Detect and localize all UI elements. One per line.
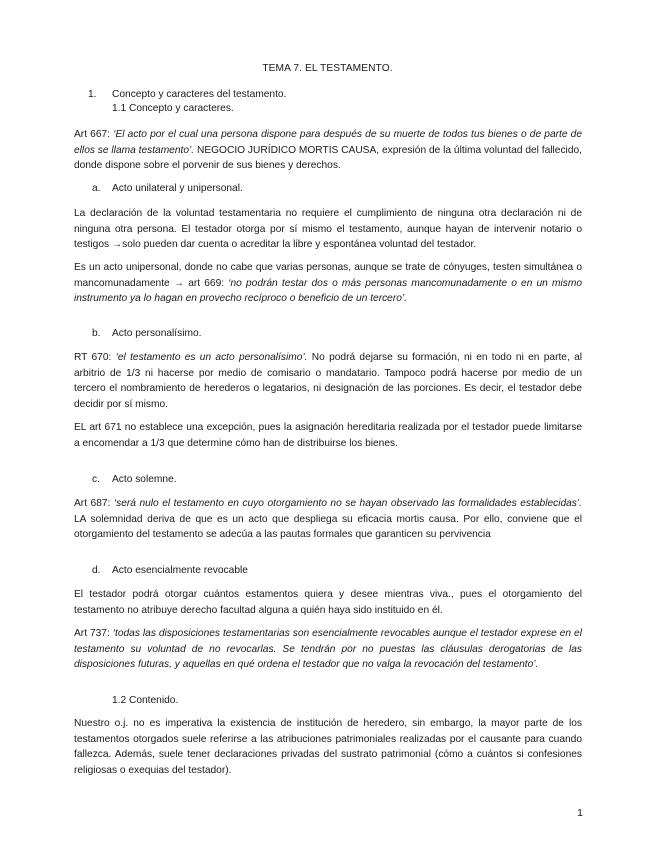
- page-number: 1: [577, 807, 583, 819]
- item-d-letter: d.: [92, 565, 101, 576]
- section-1-number: 1.: [88, 89, 97, 100]
- paragraph-b-1: [74, 350, 582, 412]
- paragraph-lead: RT 670:: [74, 352, 116, 363]
- paragraph-art-667: [74, 127, 582, 174]
- item-b-heading: [92, 326, 600, 342]
- paragraph-a-1: La declaración de la voluntad testamentaria no requiere el cumplimiento de ninguna otra declaración ni de ninguna otra persona. El testador otorga por sí mismo el testamento, aunque hayan de intervenir notario o testigos →solo pueden dar cuenta o acreditar la libre y espontánea voluntad del testador.: [74, 208, 582, 250]
- quote-text: ‘no podrán testar dos o más personas mancomunadamente o en un mismo instrumento ya lo hagan en provecho recíproco o beneficio de un tercero’.: [74, 277, 582, 304]
- quote-text: ‘el testamento es un acto personalísimo’.: [115, 352, 308, 363]
- section-1-2-heading: 1.2 Contenido.: [112, 695, 179, 706]
- quote-text: ‘todas las disposiciones testamentarias son esencialmente revocables aunque el testador exprese en el testamento su voluntad de no revocarlas. Se tendrán por no puestas las cláusulas derogatorias de las disposiciones futuras, y aquellas en qué ordena el testador que no valga la revocación del testamento’.: [74, 628, 582, 670]
- paragraph-d-2: [74, 626, 582, 673]
- item-d-heading: [92, 563, 600, 579]
- page-title: TEMA 7. EL TESTAMENTO.: [262, 63, 393, 74]
- item-a-letter: a.: [92, 183, 101, 194]
- item-b-label: Acto personalísimo.: [112, 328, 202, 339]
- paragraph-lead: Art 687:: [74, 498, 114, 509]
- paragraph-lead: Art 737:: [74, 628, 113, 639]
- paragraph-rest: NEGOCIO JURÍDICO MORTIS CAUSA, expresión de la última voluntad del fallecido, donde dispone sobre el porvenir de sus bienes y derechos.: [74, 144, 582, 171]
- paragraph-d-1: El testador podrá otorgar cuántos estamentos quiera y desee mientras viva., pues el otorgamiento del testamento no atribuye derecho facultad alguna a quién haya sido instituido en él.: [74, 589, 582, 616]
- item-d-label: Acto esencialmente revocable: [112, 565, 248, 576]
- paragraph-contenido: Nuestro o.j. no es imperativa la existencia de institución de heredero, sin embargo, la mayor parte de los testamentos otorgados suele referirse a las atribuciones patrimoniales realizadas por el causante para cuando fallezca. Además, suele tener declaraciones privadas del sustrato patrimonial (cómo a cuántos si confesiones religiosas o exequias del testador).: [74, 718, 582, 776]
- quote-text: ‘El acto por el cual una persona dispone para después de su muerte de todos tus bienes o de parte de ellos se llama testamento’.: [74, 129, 582, 156]
- paragraph-a-2: [74, 260, 582, 307]
- paragraph-rest: No podrá dejarse su formación, ni en todo ni en parte, al arbitrio de 1/3 ni hacerse por medio de comisario o mandatario. Tampoco podrá hacerse por medio de un tercero el nombramiento de herederos o legatarios, ni designación de las porciones. Es decir, el testador debe decidir por sí mismo.: [74, 352, 583, 410]
- paragraph-c-1: [74, 496, 582, 543]
- paragraph-rest: LA solemnidad deriva de que es un acto que despliega su eficacia mortis causa. Por ello, conviene que el otorgamiento del testamento se adecúa a las pautas formales que garanticen su pervivencia: [74, 513, 582, 540]
- item-a-heading: [92, 181, 600, 197]
- paragraph-b-2: EL art 671 no establece una excepción, pues la asignación hereditaria realizada por el testador puede limitarse a encomendar a 1/3 que determine cómo han de distribuirse los bienes.: [74, 422, 582, 449]
- paragraph-lead: Es un acto unipersonal, donde no cabe que varias personas, aunque se trate de cónyuges, testen simultánea o mancomunadamente → art 669:: [74, 262, 582, 289]
- item-b-letter: b.: [92, 328, 101, 339]
- item-c-heading: [92, 472, 600, 488]
- paragraph-lead: Art 667:: [74, 129, 114, 140]
- item-c-label: Acto solemne.: [112, 474, 177, 485]
- item-c-letter: c.: [92, 474, 100, 485]
- quote-text: ‘será nulo el testamento en cuyo otorgamiento no se hayan observado las formalidades establecidas’.: [113, 498, 582, 509]
- section-1-1-heading: 1.1 Concepto y caracteres.: [112, 103, 234, 114]
- section-1-label: Concepto y caracteres del testamento.: [112, 89, 287, 100]
- item-a-label: Acto unilateral y unipersonal.: [112, 183, 243, 194]
